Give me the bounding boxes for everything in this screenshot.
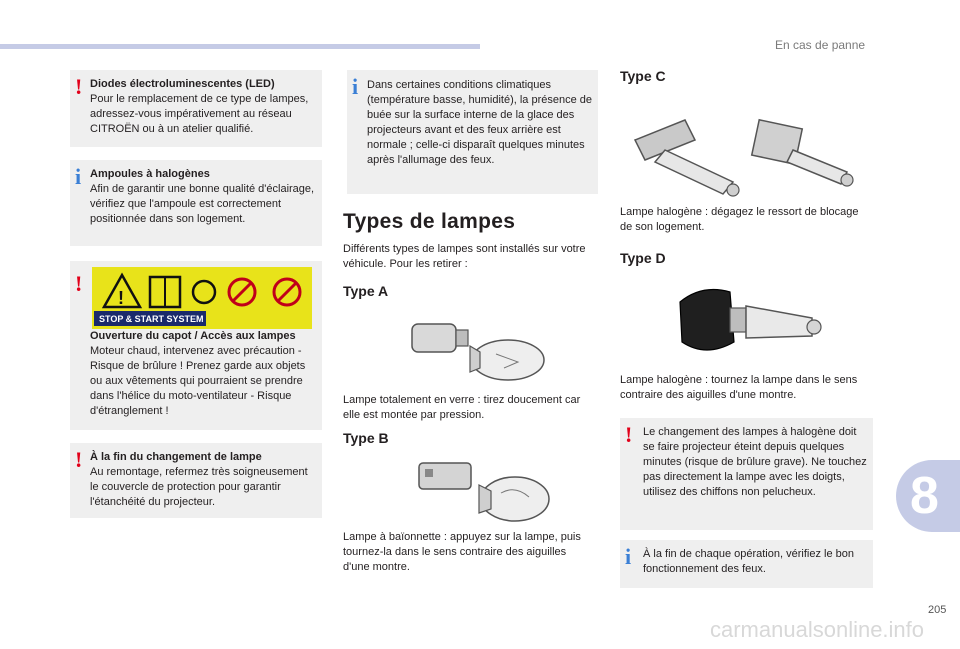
watermark: carmanualsonline.info <box>710 617 925 642</box>
halogen-body: Afin de garantir une bonne qualité d'éclairage, vérifiez que l'ampoule est correctement positionnée dans son logement. <box>90 183 315 225</box>
warning-icon: ! <box>75 447 83 472</box>
types-heading: Types de lampes <box>343 210 516 233</box>
type-c-lamp-image <box>625 110 865 200</box>
type-c-text: Lampe halogène : dégagez le ressort de blocage de son logement. <box>620 206 859 233</box>
check-lights-info-box <box>620 540 873 588</box>
type-d-lamp-image <box>672 280 832 370</box>
type-a-text: Lampe totalement en verre : tirez doucement car elle est montée par pression. <box>343 394 581 421</box>
chapter-number: 8 <box>910 467 939 525</box>
info-icon: i <box>75 164 82 189</box>
type-b-text: Lampe à baïonnette : appuyez sur la lampe, puis tournez-la dans le sens contraire des aiguilles d'une montre. <box>343 531 581 573</box>
safety-pictograms <box>92 267 312 329</box>
halogen-change-warning-box <box>620 418 873 530</box>
halogen-info-box <box>70 160 322 246</box>
warning-icon: ! <box>75 74 83 99</box>
check-lights-text: À la fin de chaque opération, vérifiez le bon fonctionnement des feux. <box>643 548 854 575</box>
type-b-title: Type B <box>343 430 389 446</box>
type-a-title: Type A <box>343 283 389 299</box>
type-d-title: Type D <box>620 250 666 266</box>
types-intro: Différents types de lampes sont installés sur votre véhicule. Pour les retirer : <box>343 243 586 270</box>
info-icon: i <box>625 544 632 569</box>
hood-warning-box <box>70 261 322 430</box>
warning-icon: ! <box>625 422 633 447</box>
type-a-lamp-image <box>400 312 550 384</box>
climate-text: Dans certaines conditions climatiques (température basse, humidité), la présence de buée sur la surface interne de la glace des projecteurs avant et des feux arrière est normale ; celle-ci disparaît quelques minutes après l'allumage des feux. <box>367 79 593 166</box>
info-icon: i <box>352 74 359 99</box>
halogen-title: Ampoules à halogènes <box>90 168 210 180</box>
halogen-change-warning-text: Le changement des lampes à halogène doit se faire projecteur éteint depuis quelques minutes (risque de brûlure grave). Ne touchez pas directement la lampe avec les doigts, utilisez des chiffons non pelucheux. <box>643 426 867 498</box>
type-b-lamp-image <box>405 455 555 527</box>
led-body: Pour le remplacement de ce type de lampes, adressez-vous impérativement au réseau CITROËN ou à un atelier qualifié. <box>90 93 309 135</box>
end-change-warning-box <box>70 443 322 518</box>
page-number: 205 <box>928 604 947 616</box>
chapter-tab <box>896 460 960 532</box>
warning-icon: ! <box>75 271 83 296</box>
hood-body: Moteur chaud, intervenez avec précaution - Risque de brûlure ! Prenez garde aux objets ou aux vêtements qui pourraient se prendre dans l'hélice du moto-ventilateur - Risque d'étranglement ! <box>90 345 306 417</box>
stop-start-badge: STOP & START SYSTEM <box>99 314 204 324</box>
led-warning-box <box>70 70 322 147</box>
end-change-body: Au remontage, refermez très soigneusement le couvercle de protection pour garantir l'étanchéité du projecteur. <box>90 466 308 508</box>
svg-text:!: ! <box>118 288 124 308</box>
led-title: Diodes électroluminescentes (LED) <box>90 78 275 90</box>
type-d-text: Lampe halogène : tournez la lampe dans le sens contraire des aiguilles d'une montre. <box>620 374 858 401</box>
header-bar <box>0 44 480 49</box>
hood-title: Ouverture du capot / Accès aux lampes <box>90 330 296 342</box>
section-title: En cas de panne <box>775 38 866 52</box>
end-change-title: À la fin du changement de lampe <box>90 451 262 463</box>
type-c-title: Type C <box>620 68 666 84</box>
climate-info-box <box>347 70 598 194</box>
